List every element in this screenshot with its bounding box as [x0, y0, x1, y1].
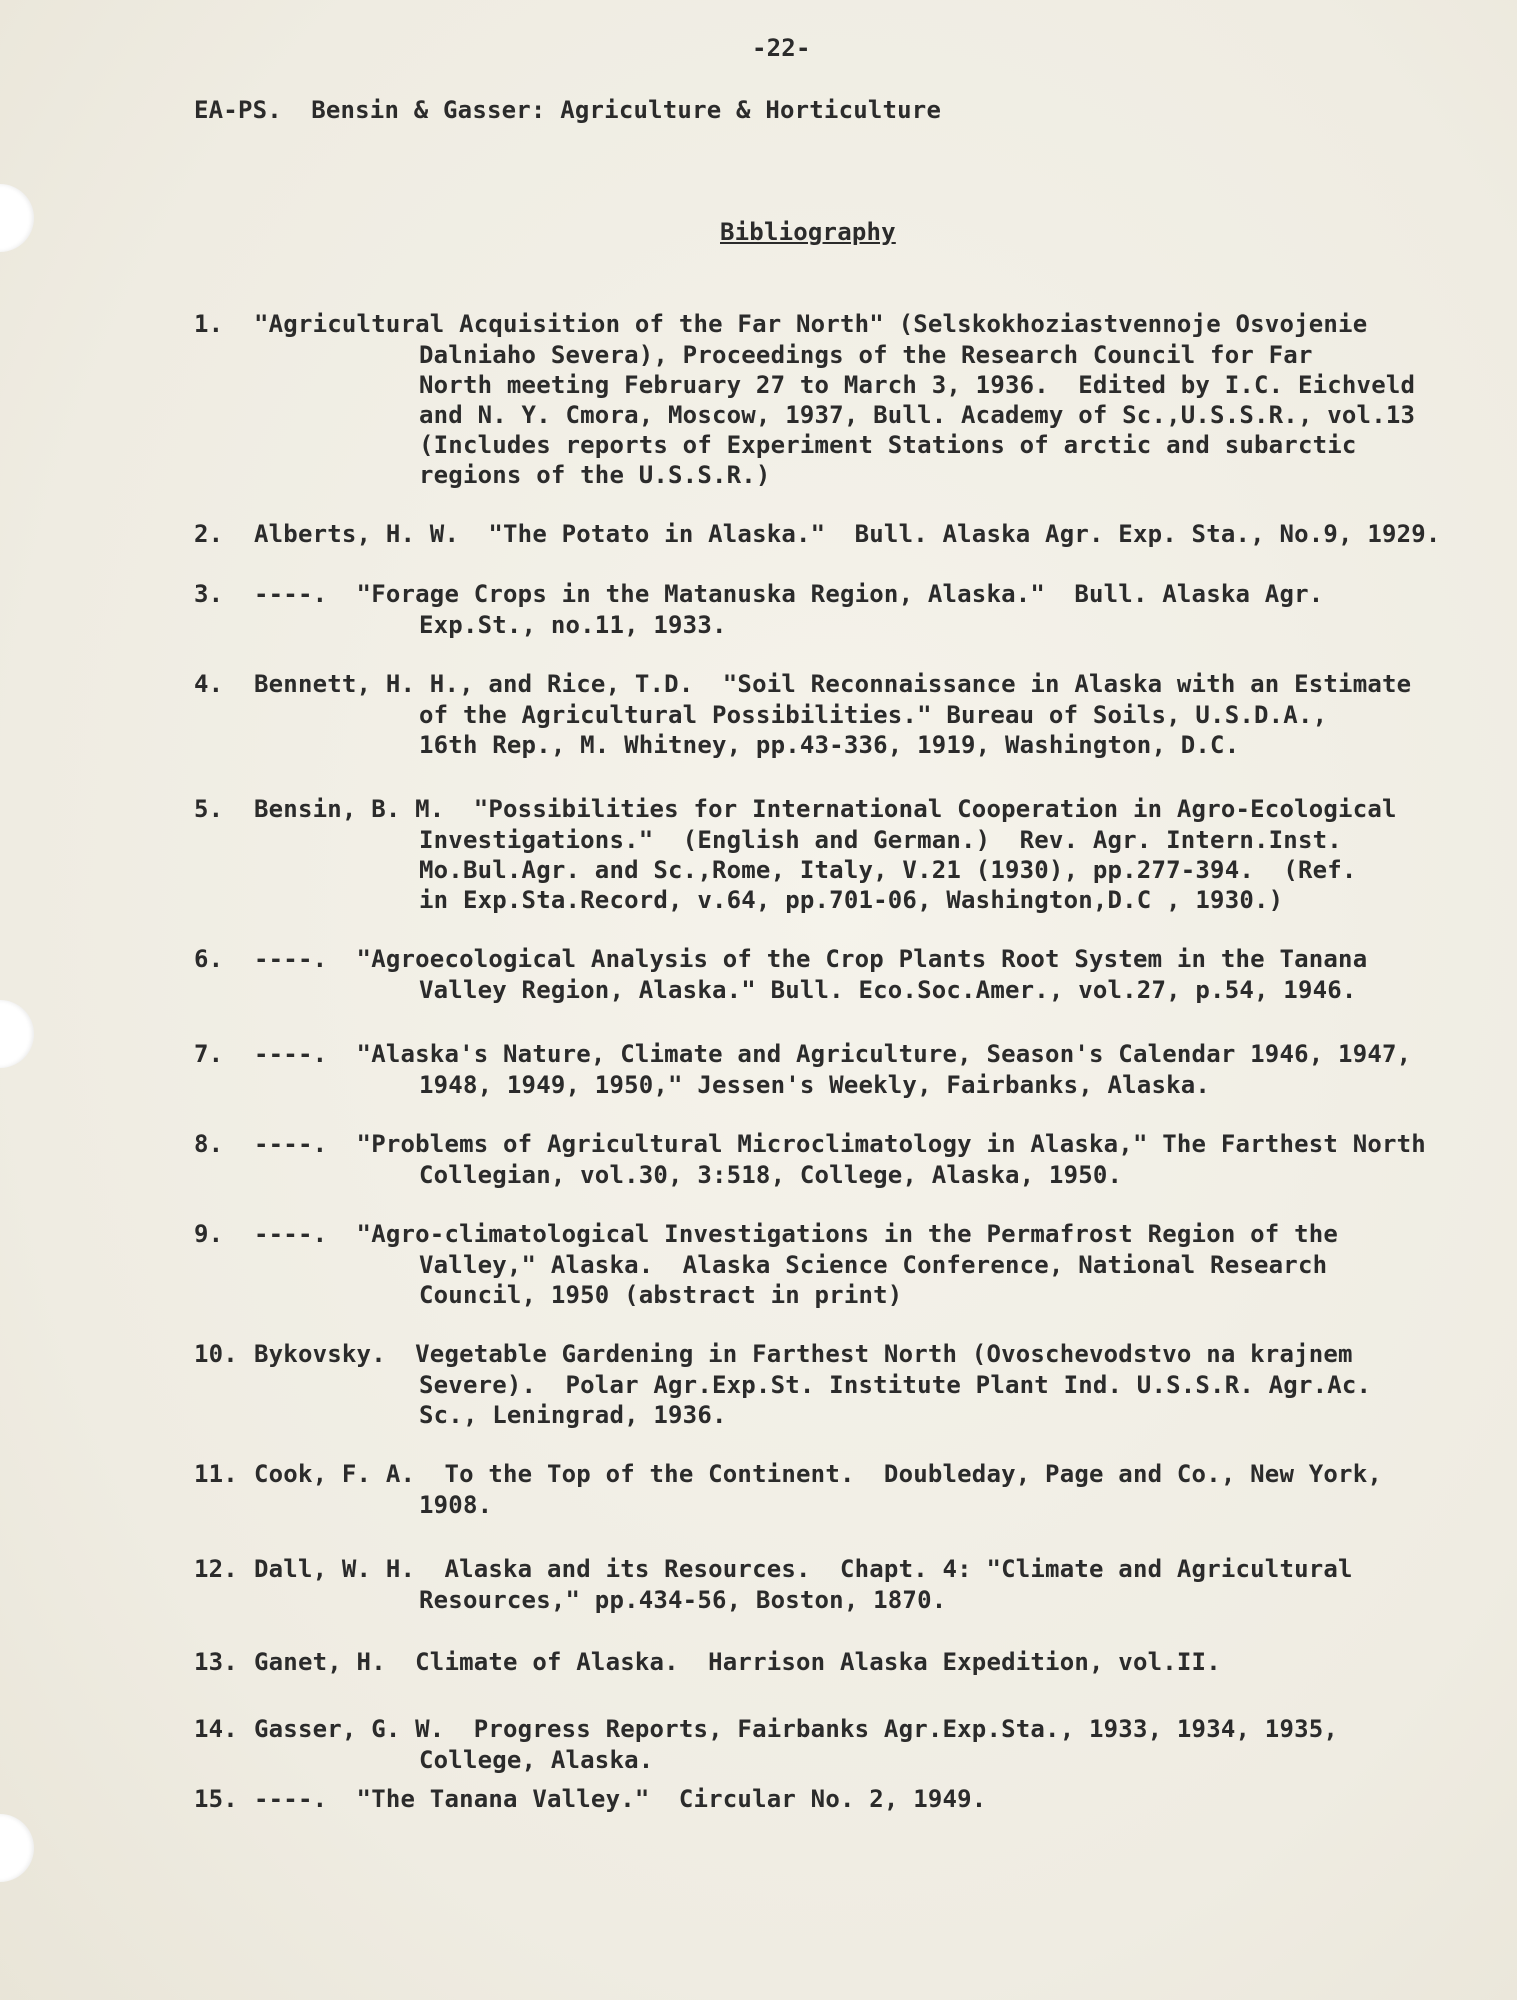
entry-continuation: Dalniaho Severa), Proceedings of the Research Council for Far North meeting February 27 to March 3, 1936. Edited by I.C. Eichveld and N. Y. Cmora, Moscow, 1937, Bull. Academy of Sc.,U.S.S.R., vol.13 (Includes reports of Experiment Stations of arctic and subarctic regions of the U.S.S.R.)	[419, 341, 1416, 489]
entry-number: 1.	[194, 310, 224, 338]
entry-first-line: Cook, F. A. To the Top of the Continent. Doubleday, Page and Co., New York,	[254, 1460, 1382, 1488]
entry-number: 14.	[194, 1715, 238, 1743]
entry-number: 8.	[194, 1130, 224, 1158]
entry-number: 4.	[194, 670, 224, 698]
entry-first-line: Bensin, B. M. "Possibilities for International Cooperation in Agro-Ecological	[254, 795, 1397, 823]
entry-continuation: Resources," pp.434-56, Boston, 1870.	[419, 1586, 947, 1614]
punch-hole	[0, 1814, 34, 1882]
entry-continuation: Valley Region, Alaska." Bull. Eco.Soc.Amer., vol.27, p.54, 1946.	[419, 976, 1357, 1004]
entry-first-line: ----. "Forage Crops in the Matanuska Region, Alaska." Bull. Alaska Agr.	[254, 580, 1324, 608]
entry-first-line: Dall, W. H. Alaska and its Resources. Chapt. 4: "Climate and Agricultural	[254, 1555, 1353, 1583]
entry-continuation: Investigations." (English and German.) Rev. Agr. Intern.Inst. Mo.Bul.Agr. and Sc.,Rome, Italy, V.21 (1930), pp.277-394. (Ref. in Exp.Sta.Record, v.64, pp.701-06, Washington,D.C , 1930.)	[419, 826, 1357, 914]
page-number: -22-	[752, 34, 811, 62]
entry-number: 2.	[194, 520, 224, 548]
entry-number: 3.	[194, 580, 224, 608]
entry-number: 9.	[194, 1220, 224, 1248]
entry-continuation: 1948, 1949, 1950," Jessen's Weekly, Fairbanks, Alaska.	[419, 1071, 1211, 1099]
entry-first-line: "Agricultural Acquisition of the Far North" (Selskokhoziastvennoje Osvojenie	[254, 310, 1368, 338]
entry-number: 10.	[194, 1340, 238, 1368]
entry-number: 12.	[194, 1555, 238, 1583]
entry-continuation: Severe). Polar Agr.Exp.St. Institute Plant Ind. U.S.S.R. Agr.Ac. Sc., Leningrad, 1936.	[419, 1371, 1372, 1429]
entry-number: 6.	[194, 945, 224, 973]
entry-first-line: ----. "Agroecological Analysis of the Crop Plants Root System in the Tanana	[254, 945, 1368, 973]
page-title: Bibliography	[720, 218, 896, 246]
entry-continuation: of the Agricultural Possibilities." Bureau of Soils, U.S.D.A., 16th Rep., M. Whitney, pp.43-336, 1919, Washington, D.C.	[419, 701, 1328, 759]
entry-continuation: Collegian, vol.30, 3:518, College, Alaska, 1950.	[419, 1161, 1123, 1189]
entry-continuation: Exp.St., no.11, 1933.	[419, 611, 727, 639]
entry-first-line: Ganet, H. Climate of Alaska. Harrison Alaska Expedition, vol.II.	[254, 1648, 1221, 1676]
punch-hole	[0, 1000, 34, 1068]
punch-hole	[0, 184, 34, 252]
entry-continuation: 1908.	[419, 1491, 493, 1519]
entry-first-line: ----. "Agro-climatological Investigations in the Permafrost Region of the	[254, 1220, 1339, 1248]
entry-first-line: Bykovsky. Vegetable Gardening in Farthest North (Ovoschevodstvo na krajnem	[254, 1340, 1353, 1368]
entry-continuation: College, Alaska.	[419, 1746, 654, 1774]
entry-first-line: ----. "Problems of Agricultural Microclimatology in Alaska," The Farthest North	[254, 1130, 1426, 1158]
entry-number: 7.	[194, 1040, 224, 1068]
entry-first-line: ----. "Alaska's Nature, Climate and Agriculture, Season's Calendar 1946, 1947,	[254, 1040, 1412, 1068]
entry-number: 5.	[194, 795, 224, 823]
running-header: EA-PS. Bensin & Gasser: Agriculture & Horticulture	[194, 96, 942, 124]
entry-first-line: Bennett, H. H., and Rice, T.D. "Soil Reconnaissance in Alaska with an Estimate	[254, 670, 1412, 698]
entry-number: 15.	[194, 1785, 238, 1813]
entry-first-line: Alberts, H. W. "The Potato in Alaska." Bull. Alaska Agr. Exp. Sta., No.9, 1929.	[254, 520, 1441, 548]
entry-number: 11.	[194, 1460, 238, 1488]
entry-number: 13.	[194, 1648, 238, 1676]
entry-continuation: Valley," Alaska. Alaska Science Conference, National Research Council, 1950 (abstract in print)	[419, 1251, 1328, 1309]
entry-first-line: ----. "The Tanana Valley." Circular No. 2, 1949.	[254, 1785, 987, 1813]
entry-first-line: Gasser, G. W. Progress Reports, Fairbanks Agr.Exp.Sta., 1933, 1934, 1935,	[254, 1715, 1339, 1743]
